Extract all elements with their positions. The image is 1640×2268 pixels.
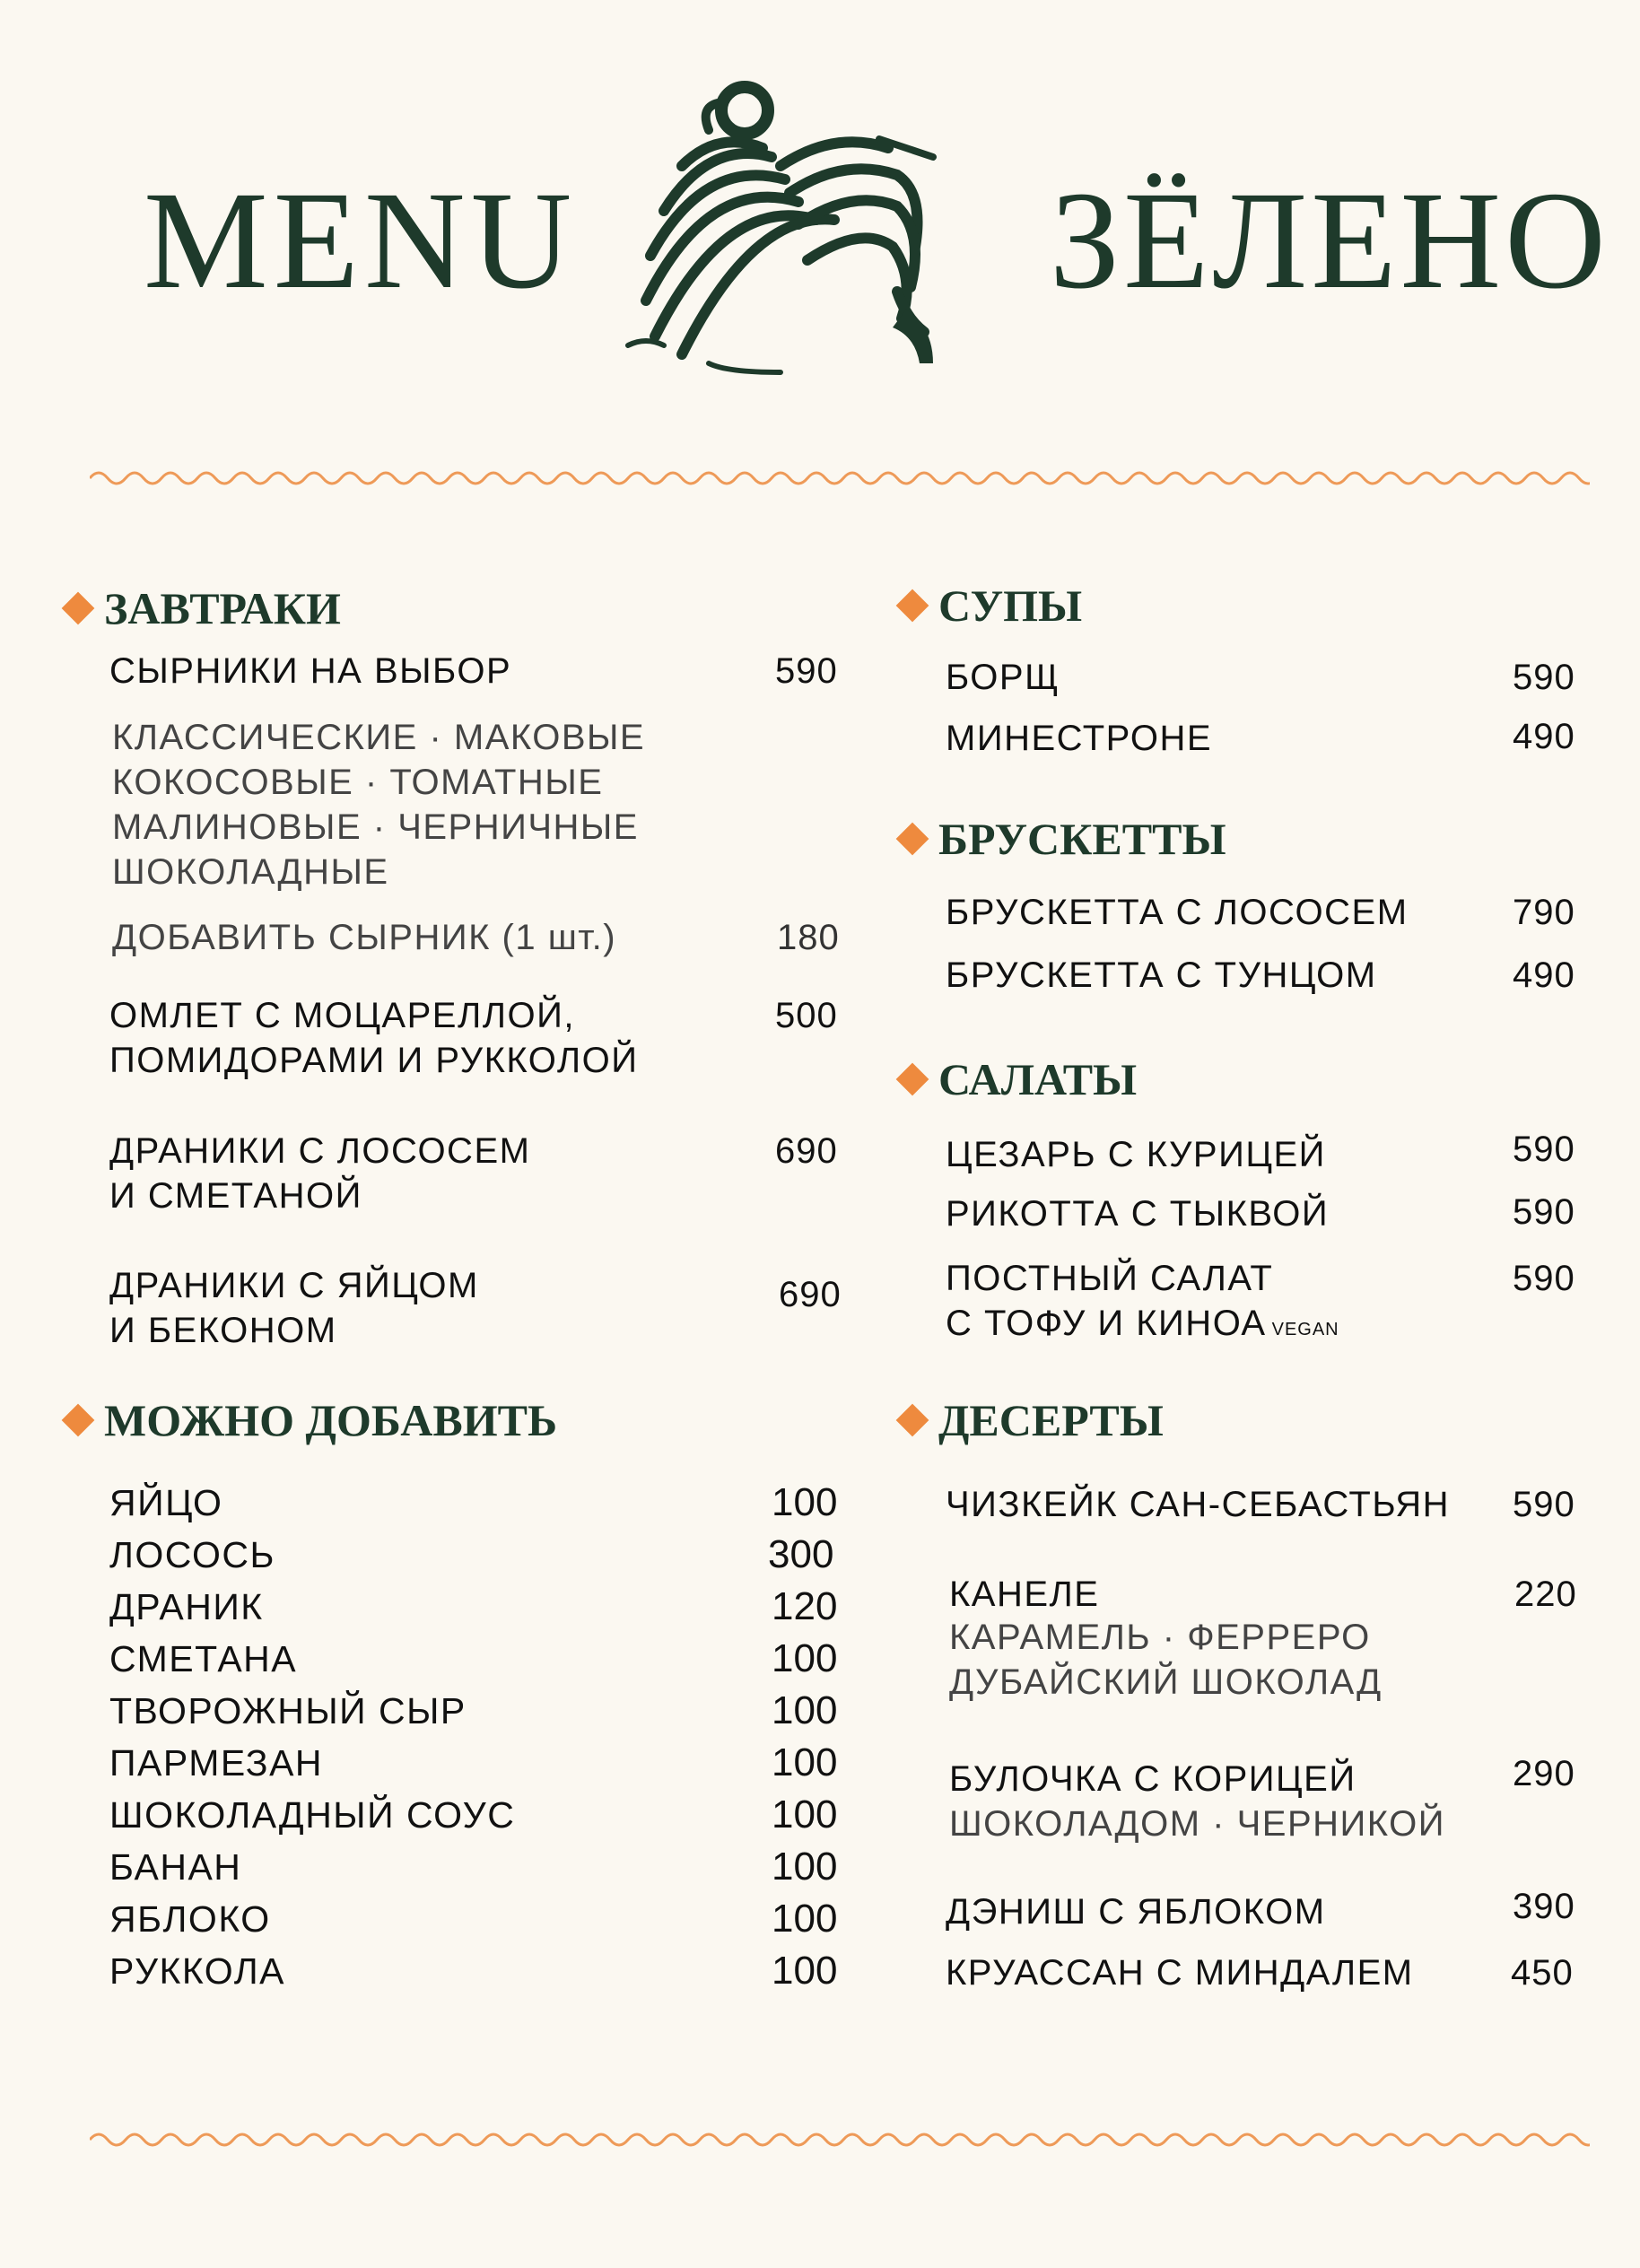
addon-price: 100: [772, 1793, 838, 1836]
price-cheesecake: 590: [1513, 1485, 1575, 1524]
section-title: БРУСКЕТТЫ: [938, 814, 1226, 864]
addon-item: ЯЙЦО: [109, 1482, 223, 1523]
price-bruschetta-salmon: 790: [1513, 893, 1575, 932]
menu-item-ricotta: РИКОТТА С ТЫКВОЙ: [946, 1194, 1330, 1234]
section-title: МОЖНО ДОБАВИТЬ: [104, 1395, 558, 1445]
section-bruschettas: [901, 814, 1226, 864]
menu-item-canele: КАНЕЛЕ: [949, 1575, 1100, 1614]
diamond-bullet-icon: [896, 823, 929, 856]
bottom-wave-divider: [90, 2126, 1590, 2153]
addon-price: 120: [772, 1584, 838, 1628]
addon-price: 100: [772, 1897, 838, 1941]
addon-price: 100: [772, 1949, 838, 1993]
price-caesar: 590: [1513, 1130, 1575, 1169]
diamond-bullet-icon: [896, 589, 929, 623]
menu-item-syrniki: СЫРНИКИ НА ВЫБОР: [109, 651, 512, 691]
vegan-tag: VEGAN: [1271, 1320, 1339, 1339]
addon-price: 300: [768, 1532, 834, 1576]
addon-price: 100: [772, 1688, 838, 1732]
menu-item-bruschetta-tuna: БРУСКЕТТА С ТУНЦОМ: [946, 955, 1377, 995]
seated-figure-logo: [610, 67, 1005, 390]
price-lenten-salad: 590: [1513, 1259, 1575, 1298]
diamond-bullet-icon: [62, 592, 95, 625]
section-title: ДЕСЕРТЫ: [938, 1395, 1164, 1445]
menu-item-cheesecake: ЧИЗКЕЙК САН-СЕБАСТЬЯН: [946, 1485, 1451, 1524]
price-canele: 220: [1514, 1575, 1577, 1614]
menu-item-lenten-salad-line1: ПОСТНЫЙ САЛАТ: [946, 1259, 1274, 1298]
top-wave-divider: [90, 465, 1590, 492]
price-cinnamon-bun: 290: [1513, 1754, 1575, 1793]
section-title: ЗАВТРАКИ: [104, 583, 341, 633]
addon-item: ШОКОЛАДНЫЙ СОУС: [109, 1794, 516, 1836]
menu-item-croissant: КРУАССАН С МИНДАЛЕМ: [946, 1953, 1414, 1993]
menu-item-borsch: БОРЩ: [946, 658, 1060, 697]
price-danish: 390: [1513, 1887, 1575, 1926]
addon-item: БАНАН: [109, 1846, 242, 1888]
addon-price: 100: [772, 1740, 838, 1784]
menu-item-cinnamon-bun: БУЛОЧКА С КОРИЦЕЙ: [949, 1759, 1356, 1799]
price-minestrone: 490: [1513, 717, 1575, 756]
addon-price: 100: [772, 1480, 838, 1524]
price-syrniki: 590: [775, 651, 838, 691]
diamond-bullet-icon: [896, 1063, 929, 1096]
addon-item: ПАРМЕЗАН: [109, 1742, 324, 1784]
addon-item: ДРАНИК: [109, 1586, 264, 1627]
menu-item-draniki-egg-line1: ДРАНИКИ С ЯЙЦОМ: [109, 1266, 479, 1305]
canele-flavors-line: ДУБАЙСКИЙ ШОКОЛАД: [949, 1662, 1383, 1702]
price-borsch: 590: [1513, 658, 1575, 697]
addon-price: 100: [772, 1636, 838, 1680]
menu-item-omelet-line2: ПОМИДОРАМИ И РУККОЛОЙ: [109, 1041, 639, 1080]
bun-flavors-line: ШОКОЛАДОМ · ЧЕРНИКОЙ: [949, 1804, 1445, 1844]
addon-item: РУККОЛА: [109, 1950, 285, 1992]
menu-item-draniki-egg-line2: И БЕКОНОМ: [109, 1311, 337, 1350]
price-croissant: 450: [1511, 1953, 1574, 1993]
section-title: САЛАТЫ: [938, 1054, 1138, 1104]
syrniki-option-line: КЛАССИЧЕСКИЕ · МАКОВЫЕ: [112, 718, 646, 757]
addon-item: СМЕТАНА: [109, 1638, 298, 1679]
brand-title: ЗЁЛЕНО: [1050, 162, 1609, 318]
diamond-bullet-icon: [896, 1404, 929, 1437]
menu-item-minestrone: МИНЕСТРОНЕ: [946, 719, 1213, 758]
menu-item-draniki-salmon-line1: ДРАНИКИ С ЛОСОСЕМ: [109, 1131, 531, 1171]
syrniki-option-line: МАЛИНОВЫЕ · ЧЕРНИЧНЫЕ: [112, 807, 639, 847]
menu-item-add-syrnik: ДОБАВИТЬ СЫРНИК (1 шт.): [112, 918, 617, 957]
menu-item-bruschetta-salmon: БРУСКЕТТА С ЛОСОСЕМ: [946, 893, 1409, 932]
addon-item: ЯБЛОКО: [109, 1898, 271, 1940]
menu-item-caesar: ЦЕЗАРЬ С КУРИЦЕЙ: [946, 1135, 1326, 1174]
addon-item: ТВОРОЖНЫЙ СЫР: [109, 1690, 467, 1732]
menu-item-lenten-salad-line2: [946, 1301, 1339, 1352]
syrniki-option-line: КОКОСОВЫЕ · ТОМАТНЫЕ: [112, 763, 604, 802]
section-soups: [901, 580, 1083, 631]
price-add-syrnik: 180: [777, 918, 840, 957]
price-omelet: 500: [775, 996, 838, 1035]
price-draniki-egg: 690: [779, 1275, 842, 1314]
menu-title: MENU: [144, 162, 578, 318]
diamond-bullet-icon: [62, 1404, 95, 1437]
canele-flavors-line: КАРАМЕЛЬ · ФЕРРЕРО: [949, 1618, 1371, 1657]
section-desserts: [901, 1395, 1164, 1445]
menu-item-omelet-line1: ОМЛЕТ С МОЦАРЕЛЛОЙ,: [109, 996, 575, 1035]
menu-item-danish: ДЭНИШ С ЯБЛОКОМ: [946, 1892, 1326, 1932]
addon-item: ЛОСОСЬ: [109, 1534, 275, 1575]
lenten-salad-text: С ТОФУ И КИНОА: [946, 1304, 1267, 1343]
section-salads: [901, 1054, 1138, 1104]
addon-price: 100: [772, 1845, 838, 1889]
price-draniki-salmon: 690: [775, 1131, 838, 1171]
menu-item-draniki-salmon-line2: И СМЕТАНОЙ: [109, 1176, 362, 1216]
section-addons: [66, 1395, 558, 1445]
price-ricotta: 590: [1513, 1192, 1575, 1232]
syrniki-option-line: ШОКОЛАДНЫЕ: [112, 852, 389, 892]
section-breakfast: [66, 583, 341, 633]
section-title: СУПЫ: [938, 580, 1083, 631]
price-bruschetta-tuna: 490: [1513, 955, 1575, 995]
